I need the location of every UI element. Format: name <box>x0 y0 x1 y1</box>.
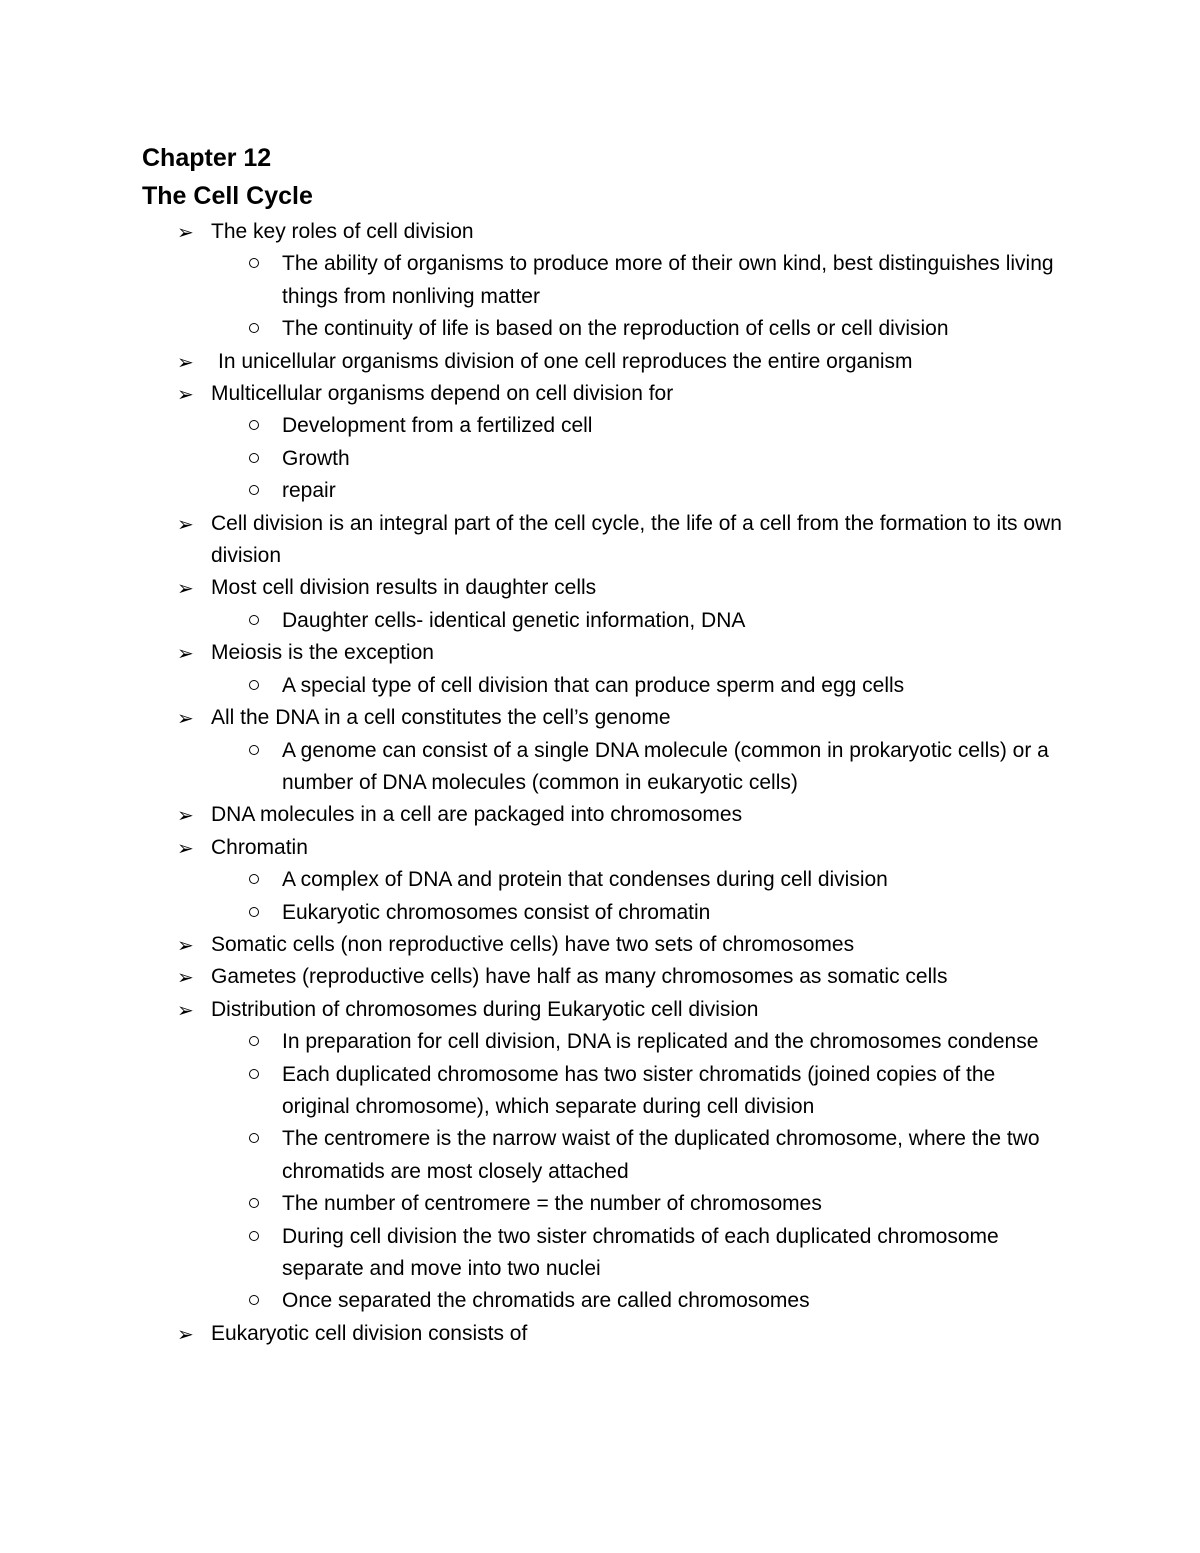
outline-item-text: Meiosis is the exception <box>211 641 434 665</box>
outline-subitem <box>0 670 1200 702</box>
arrowhead-bullet-icon: ➢ <box>177 932 194 957</box>
outline-subitem <box>0 1285 1200 1317</box>
outline-subitem <box>0 735 1200 800</box>
outline-item <box>0 378 1200 410</box>
outline-subitem <box>0 1221 1200 1286</box>
hollow-circle-bullet-icon <box>249 485 259 495</box>
outline-subitem <box>0 897 1200 929</box>
hollow-circle-bullet-icon <box>249 1036 259 1046</box>
outline-item <box>0 216 1200 248</box>
outline-item-text: The continuity of life is based on the reproduction of cells or cell division <box>282 317 949 341</box>
outline-item-text: Gametes (reproductive cells) have half as many chromosomes as somatic cells <box>211 965 948 989</box>
outline-item-text: repair <box>282 479 336 503</box>
outline-subitem <box>0 864 1200 896</box>
arrowhead-bullet-icon: ➢ <box>177 576 194 601</box>
outline-subitem <box>0 313 1200 345</box>
outline-item-text: The centromere is the narrow waist of the duplicated chromosome, where the two chromatids are most closely attached <box>282 1127 1040 1183</box>
hollow-circle-bullet-icon <box>249 907 259 917</box>
outline-item-text: Chromatin <box>211 835 308 859</box>
outline-item-text: Once separated the chromatids are called chromosomes <box>282 1289 810 1313</box>
outline-subitem <box>0 605 1200 637</box>
hollow-circle-bullet-icon <box>249 680 259 690</box>
outline-subitem <box>0 1123 1200 1188</box>
outline-item-text: Multicellular organisms depend on cell division for <box>211 382 674 406</box>
outline-item <box>0 508 1200 573</box>
outline-subitem <box>0 410 1200 442</box>
chapter-heading: Chapter 12 <box>142 144 272 172</box>
outline-item-text: The ability of organisms to produce more of their own kind, best distinguishes living things from nonliving matter <box>282 252 1054 308</box>
arrowhead-bullet-icon: ➢ <box>177 803 194 828</box>
outline-item-text: Each duplicated chromosome has two sister chromatids (joined copies of the original chromosome), which separate during cell division <box>282 1062 996 1118</box>
outline-item <box>0 1318 1200 1350</box>
outline-item <box>0 702 1200 734</box>
hollow-circle-bullet-icon <box>249 1133 259 1143</box>
hollow-circle-bullet-icon <box>249 1231 259 1241</box>
outline-item <box>0 572 1200 604</box>
arrowhead-bullet-icon: ➢ <box>177 997 194 1022</box>
arrowhead-bullet-icon: ➢ <box>177 382 194 407</box>
outline-item-text: In preparation for cell division, DNA is replicated and the chromosomes condense <box>282 1030 1039 1054</box>
outline-item-text: Growth <box>282 446 350 470</box>
outline-item-text: Eukaryotic chromosomes consist of chromatin <box>282 900 711 924</box>
outline-subitem <box>0 475 1200 507</box>
arrowhead-bullet-icon: ➢ <box>177 835 194 860</box>
outline-item <box>0 799 1200 831</box>
outline-item-text: Distribution of chromosomes during Eukaryotic cell division <box>211 997 759 1021</box>
outline-item-text: All the DNA in a cell constitutes the cell’s genome <box>211 706 671 730</box>
outline-subitem <box>0 248 1200 313</box>
arrowhead-bullet-icon: ➢ <box>177 220 194 244</box>
hollow-circle-bullet-icon <box>249 323 259 333</box>
notes-outline <box>0 216 1200 1350</box>
outline-item-text: The number of centromere = the number of chromosomes <box>282 1192 822 1216</box>
outline-item <box>0 346 1200 378</box>
outline-item-text: A genome can consist of a single DNA molecule (common in prokaryotic cells) or a number of DNA molecules (common in eukaryotic cells) <box>282 738 1049 794</box>
outline-subitem <box>0 443 1200 475</box>
outline-item-text: A complex of DNA and protein that condenses during cell division <box>282 868 888 892</box>
outline-item-text: The key roles of cell division <box>211 220 474 243</box>
arrowhead-bullet-icon: ➢ <box>177 641 194 666</box>
outline-item <box>0 637 1200 669</box>
outline-subitem <box>0 1188 1200 1220</box>
outline-item-text: During cell division the two sister chromatids of each duplicated chromosome separate and move into two nuclei <box>282 1224 999 1280</box>
arrowhead-bullet-icon: ➢ <box>177 1321 194 1346</box>
hollow-circle-bullet-icon <box>249 1198 259 1208</box>
hollow-circle-bullet-icon <box>249 258 259 268</box>
outline-item-text: In unicellular organisms division of one cell reproduces the entire organism <box>218 349 913 373</box>
outline-item <box>0 994 1200 1026</box>
outline-item-text: DNA molecules in a cell are packaged into chromosomes <box>211 803 743 827</box>
outline-item-text: Cell division is an integral part of the cell cycle, the life of a cell from the formation to its own division <box>211 511 1062 568</box>
outline-item-text: Development from a fertilized cell <box>282 414 593 438</box>
outline-subitem <box>0 1026 1200 1058</box>
outline-item-text: Eukaryotic cell division consists of <box>211 1321 528 1345</box>
arrowhead-bullet-icon: ➢ <box>177 511 194 536</box>
outline-item <box>0 832 1200 864</box>
outline-subitem <box>0 1059 1200 1124</box>
arrowhead-bullet-icon: ➢ <box>177 349 194 374</box>
hollow-circle-bullet-icon <box>249 420 259 430</box>
page-title: The Cell Cycle <box>142 182 313 210</box>
outline-item-text: A special type of cell division that can produce sperm and egg cells <box>282 673 905 697</box>
outline-item <box>0 961 1200 993</box>
hollow-circle-bullet-icon <box>249 1295 259 1305</box>
outline-item-text: Most cell division results in daughter cells <box>211 576 597 600</box>
arrowhead-bullet-icon: ➢ <box>177 706 194 731</box>
arrowhead-bullet-icon: ➢ <box>177 965 194 990</box>
outline-item <box>0 929 1200 961</box>
hollow-circle-bullet-icon <box>249 874 259 884</box>
hollow-circle-bullet-icon <box>249 615 259 625</box>
hollow-circle-bullet-icon <box>249 453 259 463</box>
hollow-circle-bullet-icon <box>249 745 259 755</box>
outline-item-text: Somatic cells (non reproductive cells) have two sets of chromosomes <box>211 932 855 956</box>
hollow-circle-bullet-icon <box>249 1069 259 1079</box>
outline-item-text: Daughter cells- identical genetic information, DNA <box>282 608 746 632</box>
